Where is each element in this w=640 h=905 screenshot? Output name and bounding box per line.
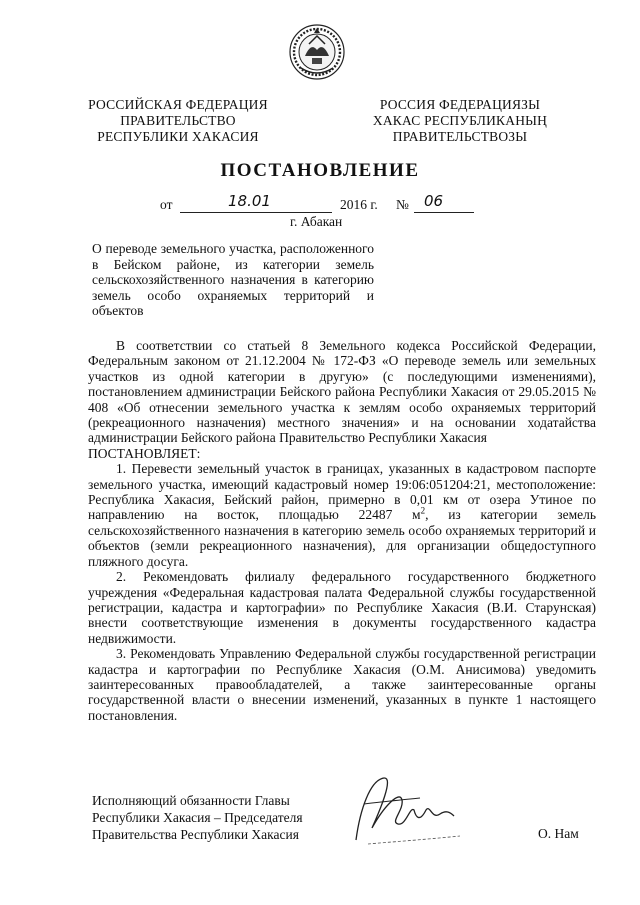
date-underline xyxy=(180,212,332,213)
subject-text: О переводе земельного участка, расположенного в Бейском районе, из категории земель сельскохозяйственного назначения в категорию земель особо охраняемых территорий и объектов xyxy=(92,241,374,318)
header-left-line-2: ПРАВИТЕЛЬСТВО xyxy=(120,113,236,128)
year-label: 2016 г. xyxy=(340,197,378,212)
item-3-paragraph: 3. Рекомендовать Управлению Федеральной службы государственной регистрации кадастра и картографии по Республике Хакасия (О.М. Анисимова) уведомить заинтересованных правообладателей, а также заинтересованные органы государственной власти о внесении изменений, указанных в пункте 1 настоящего постановления. xyxy=(88,646,596,723)
coat-of-arms-emblem xyxy=(287,22,347,82)
signature-title-line-2: Республики Хакасия – Председателя xyxy=(92,810,303,825)
header-right-line-2: ХАКАС РЕСПУБЛИКАНЫҢ xyxy=(372,113,548,128)
header-left-line-1: РОССИЙСКАЯ ФЕДЕРАЦИЯ xyxy=(88,97,268,112)
handwritten-date: 18.01 xyxy=(228,192,271,210)
date-from-label: от xyxy=(160,197,173,212)
item-1-superscript: 2 xyxy=(420,505,426,516)
item-1-text-a: 1. Перевести земельный участок в границах, указанных в кадастровом паспорте земельного участка, имеющий кадастровый номер 19:06:051204:21, местоположение: Республика Хакасия, Бейский район, примерно в 0,01 км от озера Утиное по направлению на восток, площадью 22487 м xyxy=(88,461,596,523)
handwritten-number: 06 xyxy=(424,192,444,210)
handwritten-signature xyxy=(350,770,470,850)
signature-title-line-3: Правительства Республики Хакасия xyxy=(92,827,299,842)
header-right-block xyxy=(360,97,560,145)
item-1-text-b: , из категории земель сельскохозяйственного назначения в категорию земель особо охраняемых территорий и объектов (земли рекреационного назначения), для организации общедоступного пляжного досуга. xyxy=(88,507,596,569)
item-1-paragraph xyxy=(88,461,596,569)
header-left-block xyxy=(78,97,278,145)
document-body xyxy=(88,338,596,723)
document-type-title: ПОСТАНОВЛЕНИЕ xyxy=(220,160,420,181)
header-right-line-3: ПРАВИТЕЛЬСТВОЗЫ xyxy=(392,129,528,144)
decree-word: ПОСТАНОВЛЯЕТ: xyxy=(88,445,201,461)
city-label: г. Абакан xyxy=(290,214,343,229)
header-right-line-1: РОССИЯ ФЕДЕРАЦИЯЗЫ xyxy=(379,97,541,112)
item-2-paragraph: 2. Рекомендовать филиалу федерального государственного бюджетного учреждения «Федеральная кадастровая палата Федеральной службы государственной регистрации, кадастра и картографии» по Республике Хакасия (В.И. Старунская) внести соответствующие изменения в документы государственного кадастра недвижимости. xyxy=(88,569,596,646)
subject-block xyxy=(92,241,374,319)
signer-name: О. Нам xyxy=(538,826,579,841)
signature-title-block xyxy=(92,792,303,843)
signature-title-line-1: Исполняющий обязанности Главы xyxy=(92,793,290,808)
header-left-line-3: РЕСПУБЛИКИ ХАКАСИЯ xyxy=(97,129,259,144)
number-label: № xyxy=(396,197,409,212)
preamble-paragraph: В соответствии со статьей 8 Земельного кодекса Российской Федерации, Федеральным законом от 21.12.2004 № 172-ФЗ «О переводе земель или земельных участков из одной категории в другую» (с последующими изменениями), постановлением администрации Бейского района Республики Хакасия от 29.05.2015 № 408 «Об отнесении земельного участка к землям особо охраняемых территорий (рекреационного назначения) местного значения» и на основании ходатайства администрации Бейского района Правительство Республики Хакасия xyxy=(88,338,596,446)
number-underline xyxy=(414,212,474,213)
